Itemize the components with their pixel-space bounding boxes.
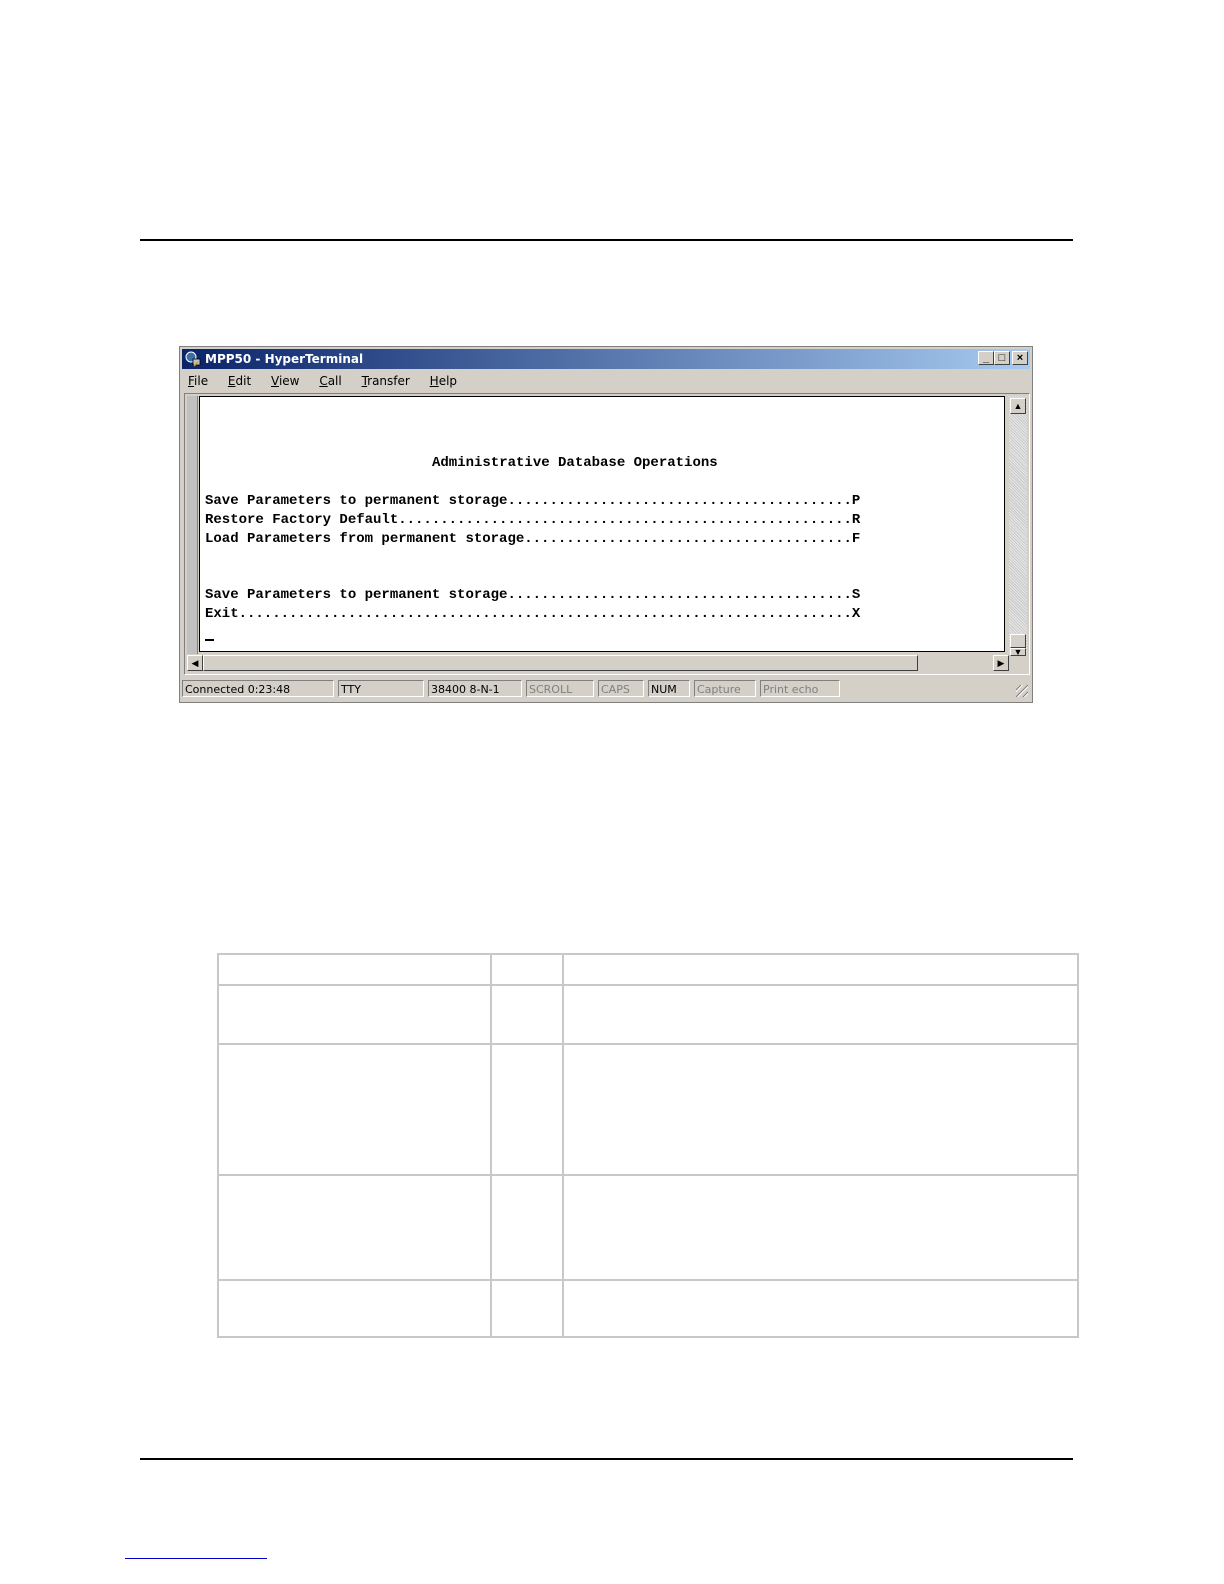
table-cell xyxy=(563,1175,1078,1280)
menu-label: dit xyxy=(235,374,252,388)
menu-call[interactable] xyxy=(319,374,341,388)
table-cell xyxy=(491,1044,563,1175)
terminal-line: Load Parameters from permanent storage.......................................F xyxy=(205,531,861,547)
horizontal-scroll-thumb[interactable] xyxy=(203,655,918,671)
table-row xyxy=(218,1175,1078,1280)
status-bar xyxy=(182,679,1030,699)
table-cell xyxy=(563,1044,1078,1175)
table-row xyxy=(218,985,1078,1044)
terminal-cursor xyxy=(205,639,214,641)
menu-accelerator: E xyxy=(227,374,236,388)
table-cell xyxy=(491,1280,563,1337)
terminal-line: Exit.........................................................................X xyxy=(205,606,861,622)
table-cell xyxy=(491,1175,563,1280)
footer-link-underline[interactable] xyxy=(125,1558,267,1559)
hyperterminal-icon xyxy=(185,351,201,367)
status-port-settings: 38400 8-N-1 xyxy=(428,680,522,697)
menu-accelerator: H xyxy=(429,374,439,388)
table-cell xyxy=(491,954,563,985)
title-bar[interactable] xyxy=(182,349,1030,369)
table-cell xyxy=(491,985,563,1044)
vertical-scrollbar[interactable] xyxy=(1009,396,1027,657)
menu-view[interactable] xyxy=(271,374,299,388)
scroll-down-icon[interactable]: ▼ xyxy=(1010,648,1026,656)
menu-accelerator: F xyxy=(188,374,195,388)
table-cell xyxy=(218,1044,491,1175)
terminal-line: Save Parameters to permanent storage.........................................P xyxy=(205,493,861,509)
terminal-line: Save Parameters to permanent storage.........................................S xyxy=(205,587,861,603)
table-row xyxy=(218,1280,1078,1337)
window-title: MPP50 - HyperTerminal xyxy=(205,352,364,366)
status-connected: Connected 0:23:48 xyxy=(182,680,334,697)
resize-grip-icon[interactable] xyxy=(1016,685,1028,697)
terminal-heading: Administrative Database Operations xyxy=(432,455,718,471)
menu-label: ransfer xyxy=(367,374,410,388)
table-row xyxy=(218,1044,1078,1175)
status-caps: CAPS xyxy=(598,680,644,697)
terminal-left-margin xyxy=(187,396,198,654)
table-cell xyxy=(218,1175,491,1280)
minimize-button[interactable]: _ xyxy=(978,351,994,365)
scroll-right-icon[interactable]: ▶ xyxy=(993,655,1009,671)
terminal-screen[interactable] xyxy=(199,396,1005,652)
maximize-button[interactable]: □ xyxy=(994,351,1010,365)
status-num: NUM xyxy=(648,680,690,697)
menu-accelerator: V xyxy=(271,374,279,388)
menu-label: iew xyxy=(278,374,300,388)
table-cell xyxy=(563,1280,1078,1337)
table-cell xyxy=(218,954,491,985)
horizontal-scrollbar[interactable] xyxy=(187,654,1009,672)
header-rule xyxy=(140,239,1073,241)
table-cell xyxy=(563,954,1078,985)
menu-label: all xyxy=(327,374,342,388)
hyperterminal-window xyxy=(179,346,1033,703)
menu-label: elp xyxy=(438,374,458,388)
terminal-line: Restore Factory Default......................................................R xyxy=(205,512,861,528)
menu-accelerator: T xyxy=(361,374,368,388)
scroll-up-icon[interactable]: ▲ xyxy=(1010,398,1026,414)
menu-transfer[interactable] xyxy=(362,374,410,388)
menu-label: ile xyxy=(194,374,209,388)
table-row xyxy=(218,954,1078,985)
menu-file[interactable] xyxy=(188,374,208,388)
menu-accelerator: C xyxy=(319,374,328,388)
status-print-echo: Print echo xyxy=(760,680,840,697)
options-table xyxy=(217,953,1079,1338)
scroll-left-icon[interactable]: ◀ xyxy=(187,655,203,671)
footer-rule xyxy=(140,1458,1073,1460)
status-emulation: TTY xyxy=(338,680,424,697)
status-scroll: SCROLL xyxy=(526,680,594,697)
terminal-frame xyxy=(184,393,1030,675)
close-button[interactable]: × xyxy=(1012,351,1028,365)
table-cell xyxy=(218,1280,491,1337)
menu-bar xyxy=(184,371,469,391)
scroll-thumb[interactable] xyxy=(1010,634,1026,648)
table-cell xyxy=(218,985,491,1044)
status-capture: Capture xyxy=(694,680,756,697)
table-cell xyxy=(563,985,1078,1044)
menu-help[interactable] xyxy=(430,374,457,388)
menu-edit[interactable] xyxy=(228,374,251,388)
